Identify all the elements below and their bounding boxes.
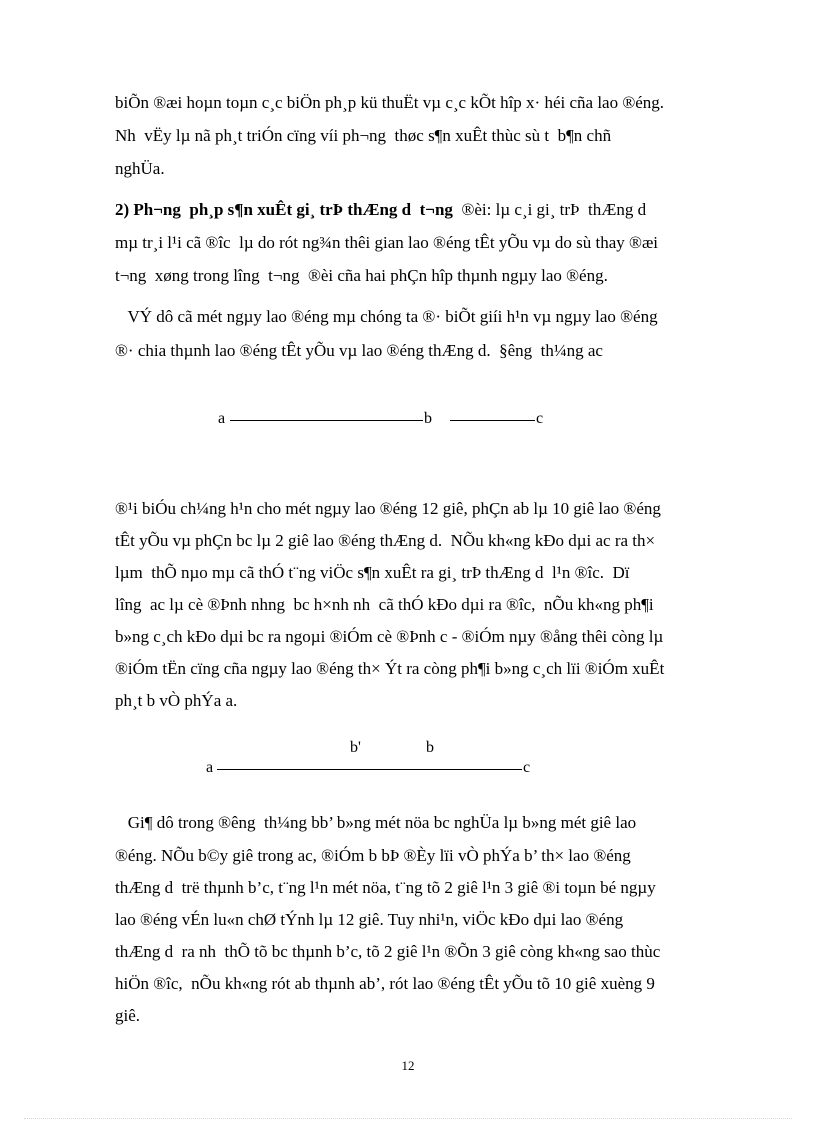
section-heading: 2) Ph¬ng ph¸p s¶n xuÊt gi¸ trÞ thÆng d t¬ng (115, 200, 453, 219)
point-label-b-prime: b' (350, 739, 361, 756)
text-line: ®· chia thµnh lao ®éng tÊt yÕu vµ lao ®éng thÆng d. §êng th¼ng ac (115, 341, 603, 360)
text-line: giê. (115, 1006, 141, 1025)
point-label-b: b (426, 739, 434, 756)
text-line: thÆng d ra nh thÕ tõ bc thµnh b’c, tõ 2 giê l¹n ®Õn 3 giê còng kh«ng sao thùc (115, 942, 661, 961)
point-label-c: c (536, 410, 544, 427)
text-line: ph¸t b vÒ phÝa a. (115, 691, 238, 710)
text-line: ®¹i biÓu ch¼ng h¹n cho mét ngµy lao ®éng 12 giê, phÇn ab lµ 10 giê lao ®éng (115, 499, 661, 518)
text-line (115, 199, 646, 221)
text-line: ®éng. NÕu b©y giê trong ac, ®iÓm b bÞ ®Èy lïi vÒ phÝa b’ th× lao ®éng (115, 846, 631, 865)
text-line: hiÖn ®îc, nÕu kh«ng rót ab thµnh ab’, rót lao ®éng tÊt yÕu tõ 10 giê xuèng 9 (115, 974, 655, 993)
heading-line-rest: ®èi: lµ c¸i gi¸ trÞ thÆng d (452, 200, 647, 219)
text-line: biÕn ®æi hoµn toµn c¸c biÖn ph¸p kü thuËt vµ c¸c kÕt hîp x· héi cña lao ®éng. (115, 93, 665, 112)
text-line: thÆng d trë thµnh b’c, t¨ng l¹n mét nöa, t¨ng tõ 2 giê l¹n 3 giê ®i toµn bé ngµy (115, 878, 656, 897)
text-line: nghÜa. (115, 159, 165, 178)
text-line: VÝ dô cã mét ngµy lao ®éng mµ chóng ta ®· biÕt giíi h¹n vµ ngµy lao ®éng (115, 307, 658, 326)
segment-ac (217, 769, 522, 770)
segment-ab (230, 420, 423, 421)
text-line: Gi¶ dô trong ®êng th¼ng bb’ b»ng mét nöa bc nghÜa lµ b»ng mét giê lao (115, 813, 637, 832)
text-line: t¬ng xøng trong lîng t¬ng ®èi cña hai phÇn hîp thµnh ngµy lao ®éng. (115, 266, 608, 285)
text-line: lao ®éng vÉn lu«n chØ tÝnh lµ 12 giê. Tuy nhi¹n, viÖc kÐo dµi lao ®éng (115, 910, 624, 929)
text-line: mµ tr¸i l¹i cã ®îc lµ do rót ng¾n thêi gian lao ®éng tÊt yÕu vµ do sù thay ®æi (115, 233, 659, 252)
text-line: tÊt yÕu vµ phÇn bc lµ 2 giê lao ®éng thÆng d. NÕu kh«ng kÐo dµi ac ra th× (115, 531, 656, 550)
point-label-a: a (218, 410, 226, 427)
text-line: lîng ac lµ cè ®Þnh nhng bc h×nh nh cã thÓ kÐo dµi ra ®îc, nÕu kh«ng ph¶i (115, 595, 654, 614)
point-label-c: c (523, 759, 531, 776)
text-line: ®iÓm tËn cïng cña ngµy lao ®éng th× Ýt ra còng ph¶i b»ng c¸ch lïi ®iÓm xuÊt (115, 659, 665, 678)
text-line: b»ng c¸ch kÐo dµi bc ra ngoµi ®iÓm cè ®Þnh c - ®iÓm nµy ®ång thêi còng lµ (115, 627, 664, 646)
point-label-b: b (424, 410, 432, 427)
text-line: Nh vËy lµ nã ph¸t triÓn cïng víi ph¬ng thøc s¶n xuÊt thùc sù t b¶n chñ (115, 126, 612, 145)
page-number: 12 (401, 1058, 415, 1073)
page-bottom-border (24, 1118, 792, 1119)
text-line: lµm thÕ nµo mµ cã thÓ t¨ng viÖc s¶n xuÊt ra gi¸ trÞ thÆng d l¹n ®îc. Dï (115, 563, 630, 582)
segment-bc (450, 420, 535, 421)
point-label-a: a (206, 759, 214, 776)
